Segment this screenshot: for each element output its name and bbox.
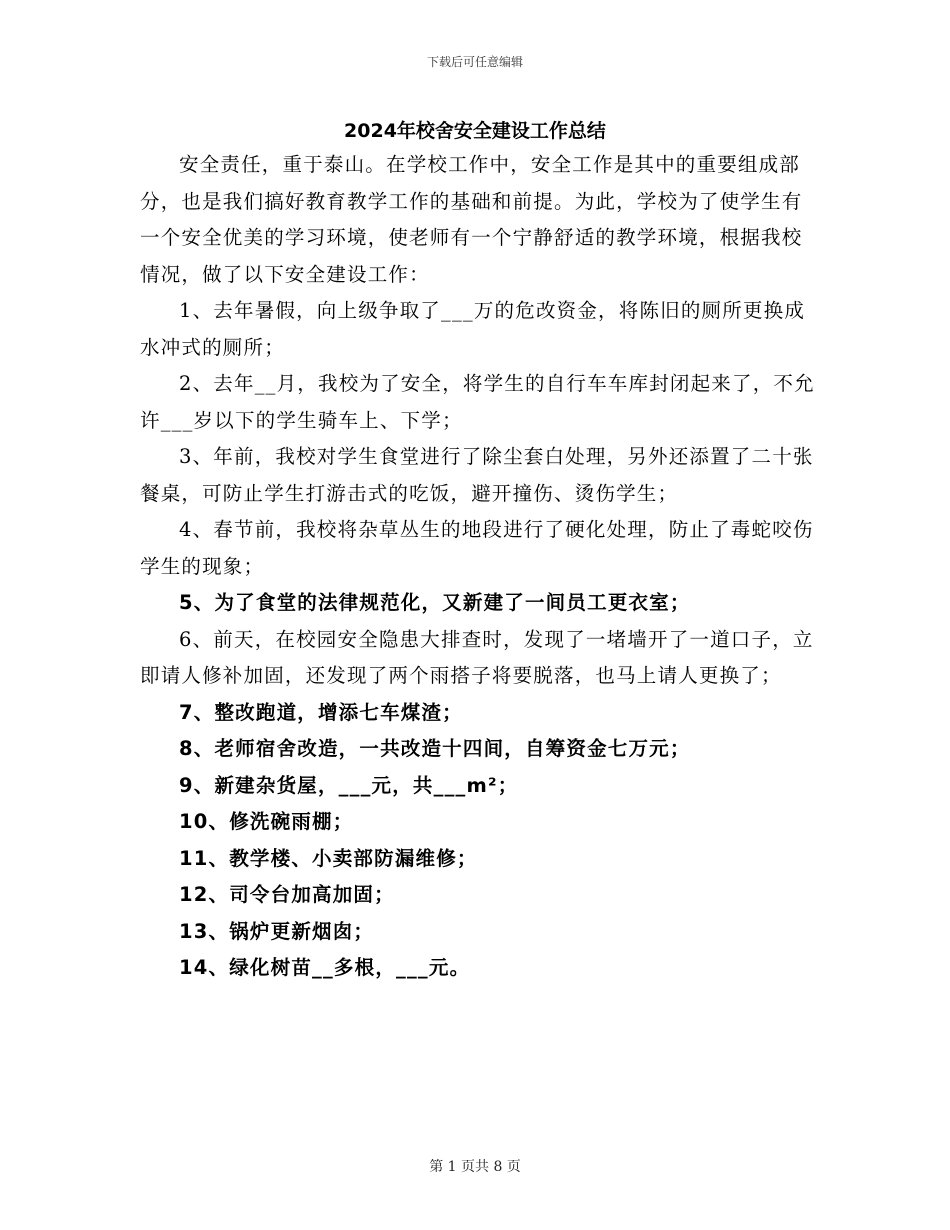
document-body [140,147,820,987]
list-item: 5、为了食堂的法律规范化，又新建了一间员工更衣室； [179,591,691,614]
list-item: 10、修洗碗雨棚； [179,810,354,833]
list-item: 4、春节前，我校将杂草丛生的地段进行了硬化处理，防止了毒蛇咬伤学生的现象； [140,518,814,578]
page-header: 下载后可任意编辑 [426,55,523,69]
document-title: 2024年校舍安全建设工作总结 [344,120,606,142]
list-item: 13、锅炉更新烟囱； [179,919,375,943]
list-item: 1、去年暑假，向上级争取了___万的危改资金，将陈旧的厕所更换成水冲式的厕所； [140,299,806,359]
list-item: 14、绿化树苗__多根，___元。 [179,956,471,979]
list-item: 8、老师宿舍改造，一共改造十四间，自筹资金七万元； [179,737,691,760]
list-item: 6、前天，在校园安全隐患大排查时，发现了一堵墙开了一道口子，立即请人修补加固，还发现了两个雨搭子将要脱落，也马上请人更换了； [140,627,814,687]
paragraph-intro: 安全责任，重于泰山。在学校工作中，安全工作是其中的重要组成部分，也是我们搞好教育教学工作的基础和前提。为此，学校为了使学生有一个安全优美的学习环境，使老师有一个宁静舒适的教学环境，根据我校情况，做了以下安全建设工作： [140,153,803,286]
page-footer: 第 1 页共 8 页 [429,1159,521,1175]
list-item: 7、整改跑道，增添七车煤渣； [179,700,463,724]
list-item: 2、去年__月，我校为了安全，将学生的自行车车库封闭起来了，不允许___岁以下的学生骑车上、下学； [140,372,815,432]
list-item: 11、教学楼、小卖部防漏维修； [179,846,478,870]
list-item: 9、新建杂货屋，___元，共___m²； [179,773,519,797]
list-item: 3、年前，我校对学生食堂进行了除尘套白处理，另外还添置了二十张餐桌，可防止学生打游击式的吃饭，避开撞伤、烫伤学生； [140,445,814,505]
list-item: 12、司令台加高加固； [179,883,395,906]
